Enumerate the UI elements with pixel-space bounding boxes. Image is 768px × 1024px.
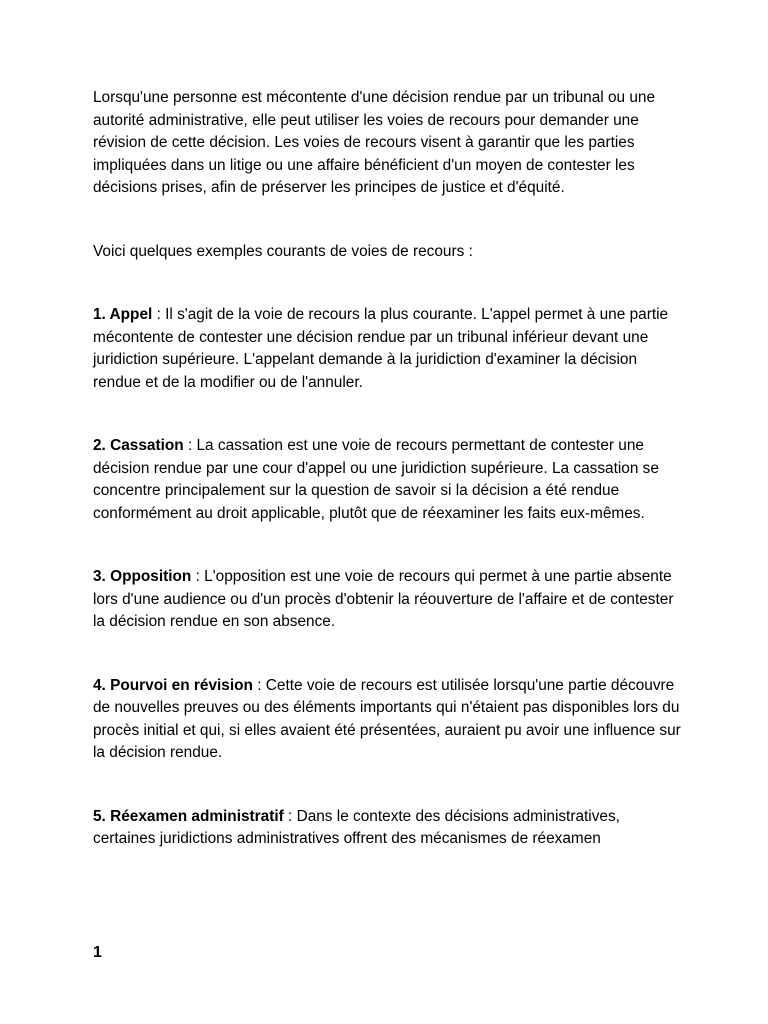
- recourse-item-appel: [93, 304, 683, 394]
- recourse-description: : Dans le contexte des décisions administratives, certaines juridictions administratives offrent des mécanismes de réexamen: [93, 807, 620, 847]
- examples-lead-paragraph: Voici quelques exemples courants de voies de recours :: [93, 242, 473, 260]
- recourse-item-reexamen-administratif: [93, 806, 683, 851]
- intro-paragraph: Lorsqu'une personne est mécontente d'une décision rendue par un tribunal ou une autorité administrative, elle peut utiliser les voies de recours pour demander une révision de cette décision. Les voies de recours visent à garantir que les parties impliquées dans un litige ou une affaire bénéficient d'un moyen de contester les décisions prises, afin de préserver les principes de justice et d'équité.: [93, 89, 656, 196]
- recourse-description: : Cette voie de recours est utilisée lorsqu'une partie découvre de nouvelles preuves ou des éléments importants qui n'étaient pas disponibles lors du procès initial et qui, si elles avaient été présentées, auraient pu avoir une influence sur la décision rendue.: [93, 676, 681, 761]
- recourse-term: 3. Opposition: [93, 568, 192, 585]
- recourse-description: : L'opposition est une voie de recours qui permet à une partie absente lors d'une audience ou d'un procès d'obtenir la réouverture de l'affaire et de contester la décision rendue en son absence.: [93, 568, 674, 630]
- recourse-term: 4. Pourvoi en révision: [93, 676, 253, 694]
- recourse-item-pourvoi-revision: [93, 675, 683, 765]
- recourse-term: 1. Appel: [93, 306, 153, 323]
- recourse-term: 5. Réexamen administratif: [93, 807, 284, 825]
- recourse-description: : La cassation est une voie de recours permettant de contester une décision rendue par une cour d'appel ou une juridiction supérieure. La cassation se concentre principalement sur la question de savoir si la décision a été rendue conformément au droit applicable, plutôt que de réexaminer les faits eux-mêmes.: [93, 437, 659, 522]
- document-body: [93, 87, 683, 851]
- recourse-term: 2. Cassation: [93, 437, 184, 454]
- recourse-description: : Il s'agit de la voie de recours la plus courante. L'appel permet à une partie mécontente de contester une décision rendue par un tribunal inférieur devant une juridiction supérieure. L'appelant demande à la juridiction d'examiner la décision rendue et de la modifier ou de l'annuler.: [93, 306, 669, 391]
- recourse-item-opposition: [93, 566, 683, 634]
- page-number: 1: [93, 944, 102, 961]
- recourse-item-cassation: [93, 435, 683, 525]
